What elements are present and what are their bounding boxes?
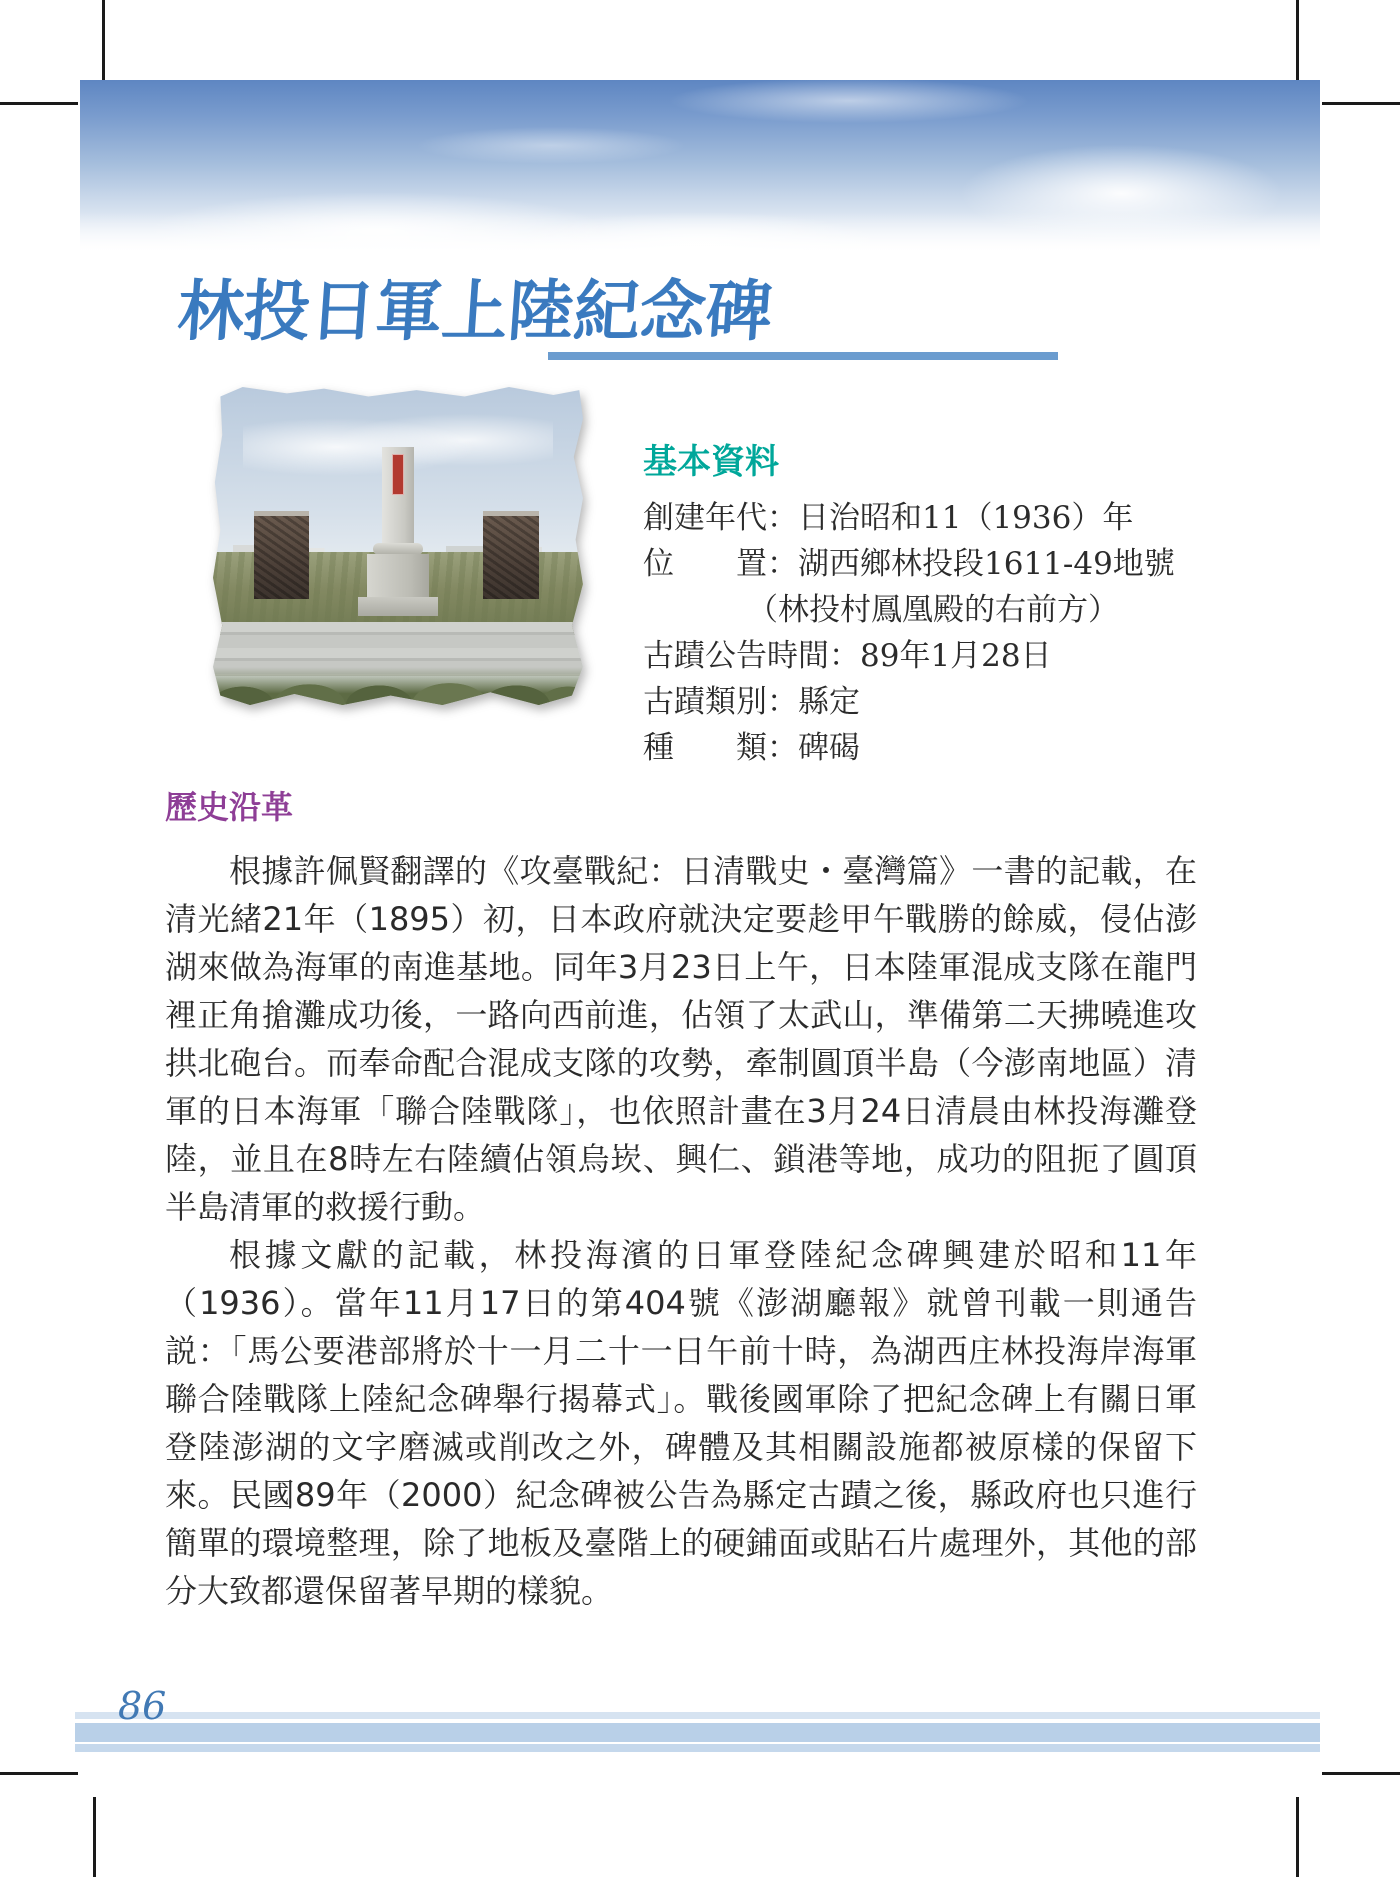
photo-basalt-pillar-left — [254, 511, 310, 599]
crop-mark-bottom-left-vertical — [93, 1797, 96, 1877]
crop-mark-bottom-right-vertical — [1296, 1797, 1299, 1877]
crop-mark-bottom-right-horizontal — [1322, 1772, 1400, 1775]
monument-photo-torn-frame — [213, 387, 583, 705]
footer-bar-thick — [75, 1723, 1320, 1742]
title-underline-rule — [548, 352, 1058, 360]
crop-mark-top-left-horizontal — [0, 102, 78, 105]
page-number: 86 — [118, 1684, 167, 1728]
monument-photo — [213, 387, 583, 705]
crop-mark-top-right-horizontal — [1322, 102, 1400, 105]
sky-banner-fade — [80, 212, 1320, 272]
history-paragraph-1: 根據許佩賢翻譯的《攻臺戰紀：日清戰史・臺灣篇》一書的記載，在清光緒21年（1895）初，日本政府就決定要趁甲午戰勝的餘威，侵佔澎湖來做為海軍的南進基地。同年3月23日上午，日本陸軍混成支隊在龍門裡正角搶灘成功後，一路向西前進，佔領了太武山，準備第二天拂曉進攻拱北砲台。而奉命配合混成支隊的攻勢，牽制圓頂半島（今澎南地區）清軍的日本海軍「聯合陸戰隊」，也依照計畫在3月24日清晨由林投海灘登陸，並且在8時左右陸續佔領烏崁、興仁、鎖港等地，成功的阻扼了圓頂半島清軍的救援行動。 — [165, 852, 1197, 1226]
history-body-text — [165, 847, 1197, 1615]
photo-monument-red-plaque — [392, 454, 404, 495]
history-section-heading: 歷史沿革 — [165, 788, 294, 826]
photo-foreground-grass — [213, 667, 583, 705]
photo-monument-base — [367, 554, 429, 599]
page-title: 林投日軍上陸紀念碑 — [175, 272, 775, 350]
info-line-category: 種 類：碑碣 — [643, 730, 860, 766]
footer-bar-thin-top — [75, 1712, 1320, 1719]
crop-mark-bottom-left-horizontal — [0, 1772, 78, 1775]
info-line-location-note: （林投村鳳凰殿的右前方） — [747, 592, 1119, 628]
info-line-built-year: 創建年代：日治昭和11（1936）年 — [643, 500, 1134, 536]
history-paragraph-2: 根據文獻的記載，林投海濱的日軍登陸紀念碑興建於昭和11年（1936）。當年11月17日的第404號《澎湖廳報》就曾刊載一則通告説：「馬公要港部將於十一月二十一日午前十時，為湖西庄林投海岸海軍聯合陸戰隊上陸紀念碑舉行揭幕式」。戰後國軍除了把紀念碑上有關日軍登陸澎湖的文字磨滅或削改之外，碑體及其相關設施都被原樣的保留下來。民國89年（2000）紀念碑被公告為縣定古蹟之後，縣政府也只進行簡單的環境整理，除了地板及臺階上的硬鋪面或貼石片處理外，其他的部分大致都還保留著早期的樣貌。 — [165, 1236, 1197, 1610]
photo-monument-plinth — [358, 597, 438, 616]
crop-mark-top-left-vertical — [102, 0, 105, 80]
photo-basalt-pillar-right — [483, 511, 539, 599]
info-line-location: 位 置：湖西鄉林投段1611-49地號 — [643, 546, 1175, 582]
info-line-heritage-class: 古蹟類別：縣定 — [643, 684, 860, 720]
basic-info-heading: 基本資料 — [643, 442, 779, 482]
basic-info-block — [643, 434, 1203, 771]
info-line-designation-date: 古蹟公告時間：89年1月28日 — [643, 638, 1052, 674]
footer-bar-thin-bottom — [75, 1744, 1320, 1752]
